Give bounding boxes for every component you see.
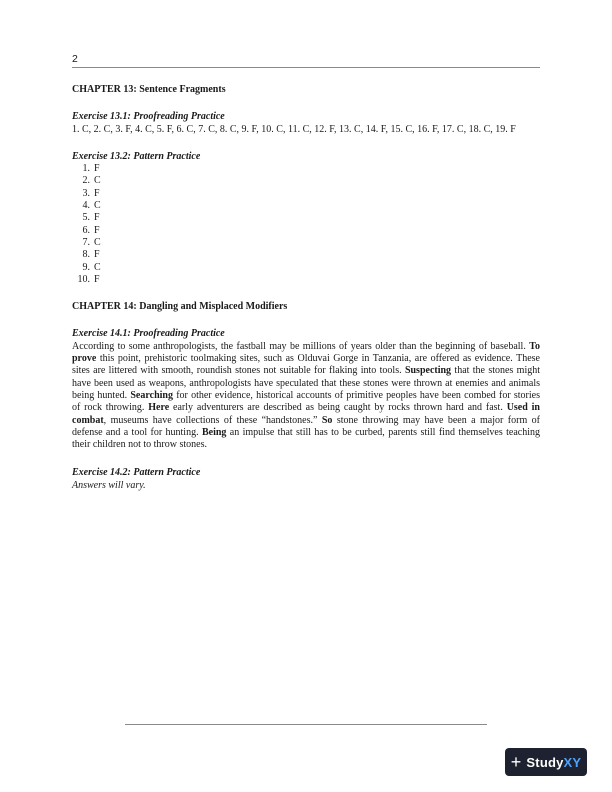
- passage-text: that the stones might have been used as weapons, anthropologists have speculated that these stones were thrown at enemies and animals being hunted.: [72, 365, 541, 401]
- passage-text: for other evidence, historical accounts of primitive peoples have been combed for stories of rock throwing.: [72, 389, 540, 414]
- header-rule: [72, 67, 540, 68]
- page-number: 2: [72, 53, 78, 65]
- item-answer: F: [94, 224, 100, 236]
- footer-rule: [125, 724, 487, 725]
- exercise-13-1-title: Exercise 13.1: Proofreading Practice: [72, 111, 225, 123]
- list-item: [72, 262, 540, 274]
- passage-text: early adventurers are described as being caught by rocks thrown hard and fast.: [169, 402, 507, 414]
- item-number: 5.: [82, 212, 90, 224]
- logo-text-study: Study: [526, 754, 564, 770]
- studyxy-logo[interactable]: [505, 748, 587, 776]
- bold-modifier: Used in combat: [72, 402, 540, 426]
- exercise-14-1-title: Exercise 14.1: Proofreading Practice: [72, 328, 225, 340]
- item-answer: C: [94, 175, 101, 187]
- exercise-13-2-title: Exercise 13.2: Pattern Practice: [72, 150, 201, 162]
- bold-modifier: So: [321, 414, 333, 426]
- exercise-13-1-answers: 1. C, 2. C, 3. F, 4. C, 5. F, 6. C, 7. C, 8. C, 9. F, 10. C, 11. C, 12. F, 13. C, 14. F, 15. C, 16. F, 17. C, 18. C, 19. F: [72, 123, 516, 135]
- item-number: 9.: [82, 261, 90, 273]
- list-item: [72, 274, 540, 286]
- item-answer: C: [94, 236, 101, 248]
- item-number: 3.: [82, 187, 90, 199]
- item-answer: F: [94, 273, 100, 285]
- item-number: 7.: [82, 236, 90, 248]
- passage-text: an impulse that still has to be curbed, parents still find themselves teaching their children not to throw stones.: [72, 426, 541, 451]
- chapter-14-title: CHAPTER 14: Dangling and Misplaced Modifiers: [72, 301, 288, 313]
- page-content: [72, 84, 540, 492]
- chapter-13-title: CHAPTER 13: Sentence Fragments: [72, 84, 226, 95]
- bold-modifier: To prove: [72, 340, 540, 365]
- item-answer: F: [94, 249, 100, 261]
- bold-modifier: Suspecting: [404, 365, 452, 377]
- exercise-13-2-list: [72, 163, 540, 286]
- list-item: [72, 188, 540, 200]
- exercise-14-2-title: Exercise 14.2: Pattern Practice: [72, 467, 201, 479]
- exercise-14-1-passage: [72, 341, 540, 452]
- list-item: [72, 163, 540, 175]
- bold-modifier: Searching: [130, 389, 173, 401]
- list-item: [72, 225, 540, 237]
- passage-text: , museums have collections of these “handstones.”: [103, 414, 322, 426]
- list-item: [72, 175, 540, 187]
- item-number: 4.: [82, 200, 90, 212]
- passage-text: stone throwing may have been a major form of defense and a tool for hunting.: [72, 414, 540, 438]
- logo-text-xy: XY: [563, 754, 582, 770]
- passage-text: this point, prehistoric toolmaking sites, such as Olduvai Gorge in Tanzania, are offered as evidence. These sites are littered with smooth, roundish stones not suitable for flaking into tools.: [72, 353, 540, 377]
- list-item: [72, 212, 540, 224]
- item-answer: C: [94, 200, 101, 212]
- item-answer: F: [94, 163, 100, 175]
- list-item: [72, 237, 540, 249]
- list-item: [72, 200, 540, 212]
- bold-modifier: Here: [148, 402, 170, 414]
- plus-icon: +: [510, 752, 522, 772]
- item-number: 10.: [77, 273, 90, 285]
- passage-text: According to some anthropologists, the fastball may be millions of years older than the beginning of baseball.: [72, 340, 530, 352]
- item-number: 6.: [82, 224, 90, 236]
- bold-modifier: Being: [201, 426, 227, 438]
- item-answer: F: [94, 212, 100, 224]
- item-answer: C: [94, 261, 101, 273]
- item-number: 8.: [82, 249, 90, 261]
- item-answer: F: [94, 187, 100, 199]
- item-number: 1.: [82, 163, 90, 175]
- exercise-14-2-note: Answers will vary.: [72, 479, 146, 491]
- list-item: [72, 249, 540, 261]
- item-number: 2.: [82, 175, 90, 187]
